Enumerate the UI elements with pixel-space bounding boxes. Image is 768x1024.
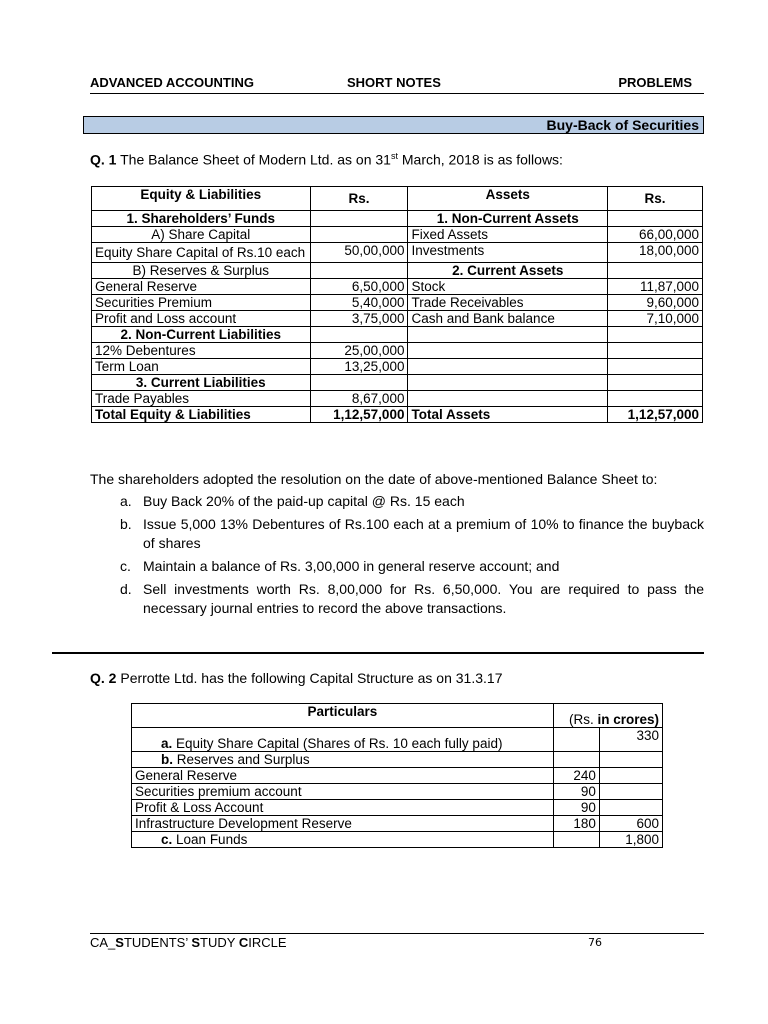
table-cell: 66,00,000: [608, 227, 703, 243]
table-cell: [599, 768, 662, 784]
list-item: [90, 492, 704, 511]
list-marker: d.: [120, 581, 132, 597]
list-text: Sell investments worth Rs. 8,00,000 for Rs. 6,50,000. You are required to pass the necessary journal entries to record the above transactions.: [143, 581, 704, 616]
table-cell: General Reserve: [132, 768, 554, 784]
table-cell: 90: [553, 784, 599, 800]
q1-resolution-list: [90, 492, 704, 622]
section-divider: [52, 652, 704, 654]
table-cell: 2. Current Assets: [408, 263, 608, 279]
table-cell: Securities Premium: [92, 295, 311, 311]
section-title: Buy-Back of Securities: [83, 116, 704, 134]
table-cell: Trade Receivables: [408, 295, 608, 311]
table-cell: 240: [553, 768, 599, 784]
table-cell: 180: [553, 816, 599, 832]
capital-structure-table: [131, 703, 663, 848]
col-rs-2: Rs.: [608, 187, 703, 211]
col-assets: Assets: [408, 187, 608, 211]
list-item: [90, 515, 704, 553]
table-cell: Investments: [408, 243, 608, 263]
list-marker: b.: [120, 516, 132, 532]
table-cell: [310, 211, 408, 227]
table-cell: Fixed Assets: [408, 227, 608, 243]
q1-text-a: The Balance Sheet of Modern Ltd. as on 31: [120, 151, 391, 168]
table-cell: 330: [599, 728, 662, 752]
col-equity: Equity & Liabilities: [92, 187, 311, 211]
table-cell: Cash and Bank balance: [408, 311, 608, 327]
table-cell: [599, 752, 662, 768]
table-cell: [132, 832, 554, 848]
table-cell: [408, 327, 608, 343]
table-cell: Equity Share Capital of Rs.10 each: [92, 243, 311, 263]
table-cell: [608, 327, 703, 343]
footer-part: C: [238, 935, 249, 950]
header-center: SHORT NOTES: [347, 75, 441, 90]
balance-sheet-table: [91, 186, 703, 423]
unit-suffix: in crores): [597, 712, 659, 727]
table-cell: [408, 391, 608, 407]
table-cell: [553, 728, 599, 752]
table-cell: Term Loan: [92, 359, 311, 375]
table-cell: 1,12,57,000: [608, 407, 703, 423]
table-cell: Profit and Loss account: [92, 311, 311, 327]
table-cell: [132, 728, 554, 752]
list-marker: a.: [120, 493, 132, 509]
table-cell: 13,25,000: [310, 359, 408, 375]
unit-prefix: (Rs.: [568, 712, 598, 727]
row-label: Loan Funds: [176, 832, 248, 847]
table-cell: [132, 752, 554, 768]
table-cell: Stock: [408, 279, 608, 295]
table-cell: 1. Shareholders’ Funds: [92, 211, 311, 227]
table-cell: 2. Non-Current Liabilities: [92, 327, 311, 343]
table-cell: 50,00,000: [310, 243, 408, 263]
q2-heading: [90, 670, 502, 686]
table-cell: Infrastructure Development Reserve: [132, 816, 554, 832]
footer-part: TUDY: [200, 935, 239, 950]
table-cell: Total Equity & Liabilities: [92, 407, 311, 423]
table-cell: [310, 375, 408, 391]
footer-brand: [90, 935, 287, 950]
table-cell: 18,00,000: [608, 243, 703, 263]
table-cell: [608, 375, 703, 391]
table-cell: 3. Current Liabilities: [92, 375, 311, 391]
table-cell: [608, 263, 703, 279]
list-text: Maintain a balance of Rs. 3,00,000 in general reserve account; and: [143, 558, 560, 574]
table-cell: Profit & Loss Account: [132, 800, 554, 816]
table-cell: 3,75,000: [310, 311, 408, 327]
table-cell: [599, 784, 662, 800]
table-cell: 600: [599, 816, 662, 832]
table-cell: [599, 800, 662, 816]
q1-heading: [90, 151, 563, 168]
list-text: Buy Back 20% of the paid-up capital @ Rs. 15 each: [143, 493, 465, 509]
col-unit: [553, 704, 662, 728]
table-cell: [608, 211, 703, 227]
table-cell: 9,60,000: [608, 295, 703, 311]
row-marker: c.: [161, 832, 173, 847]
row-marker: a.: [161, 736, 173, 751]
table-cell: [310, 227, 408, 243]
row-label: Reserves and Surplus: [176, 752, 310, 767]
table-cell: [310, 327, 408, 343]
page-footer: [90, 933, 704, 950]
table-cell: 1,12,57,000: [310, 407, 408, 423]
footer-part: TUDENTS’: [123, 935, 192, 950]
table-cell: 25,00,000: [310, 343, 408, 359]
table-cell: 90: [553, 800, 599, 816]
table-cell: General Reserve: [92, 279, 311, 295]
q2-label: Q. 2: [90, 670, 117, 686]
page-header: [90, 75, 704, 94]
table-cell: A) Share Capital: [92, 227, 311, 243]
header-right: PROBLEMS: [618, 75, 692, 90]
list-marker: c.: [120, 558, 131, 574]
footer-part: S: [115, 935, 124, 950]
header-left: ADVANCED ACCOUNTING: [90, 75, 254, 90]
table-cell: 11,87,000: [608, 279, 703, 295]
table-cell: Securities premium account: [132, 784, 554, 800]
q1-sup: st: [390, 151, 398, 161]
footer-part: S: [191, 935, 201, 950]
q1-intro: The shareholders adopted the resolution on the date of above-mentioned Balance Sheet to:: [90, 471, 658, 487]
table-cell: 8,67,000: [310, 391, 408, 407]
table-cell: [408, 359, 608, 375]
footer-part: CA_: [90, 935, 116, 950]
table-cell: [408, 343, 608, 359]
list-item: [90, 557, 704, 576]
table-cell: Total Assets: [408, 407, 608, 423]
table-cell: 7,10,000: [608, 311, 703, 327]
table-cell: [608, 359, 703, 375]
table-cell: [310, 263, 408, 279]
table-cell: [408, 375, 608, 391]
list-text: Issue 5,000 13% Debentures of Rs.100 each at a premium of 10% to finance the buyback of shares: [143, 516, 704, 551]
table-cell: 1,800: [599, 832, 662, 848]
table-cell: 5,40,000: [310, 295, 408, 311]
list-item: [90, 580, 704, 618]
table-cell: 1. Non-Current Assets: [408, 211, 608, 227]
q2-text: Perrotte Ltd. has the following Capital Structure as on 31.3.17: [120, 670, 503, 686]
col-rs-1: Rs.: [310, 187, 408, 211]
row-label: Equity Share Capital (Shares of Rs. 10 each fully paid): [176, 736, 503, 751]
table-cell: [608, 391, 703, 407]
table-cell: [608, 343, 703, 359]
table-cell: 6,50,000: [310, 279, 408, 295]
col-particulars: Particulars: [132, 704, 554, 728]
table-cell: B) Reserves & Surplus: [92, 263, 311, 279]
table-cell: 12% Debentures: [92, 343, 311, 359]
footer-part: IRCLE: [248, 935, 287, 950]
q1-text-b: March, 2018 is as follows:: [397, 151, 563, 168]
table-cell: [553, 832, 599, 848]
table-cell: [553, 752, 599, 768]
row-marker: b.: [161, 752, 173, 767]
table-cell: Trade Payables: [92, 391, 311, 407]
q1-label: Q. 1: [90, 151, 117, 168]
page-number: 76: [588, 936, 602, 949]
